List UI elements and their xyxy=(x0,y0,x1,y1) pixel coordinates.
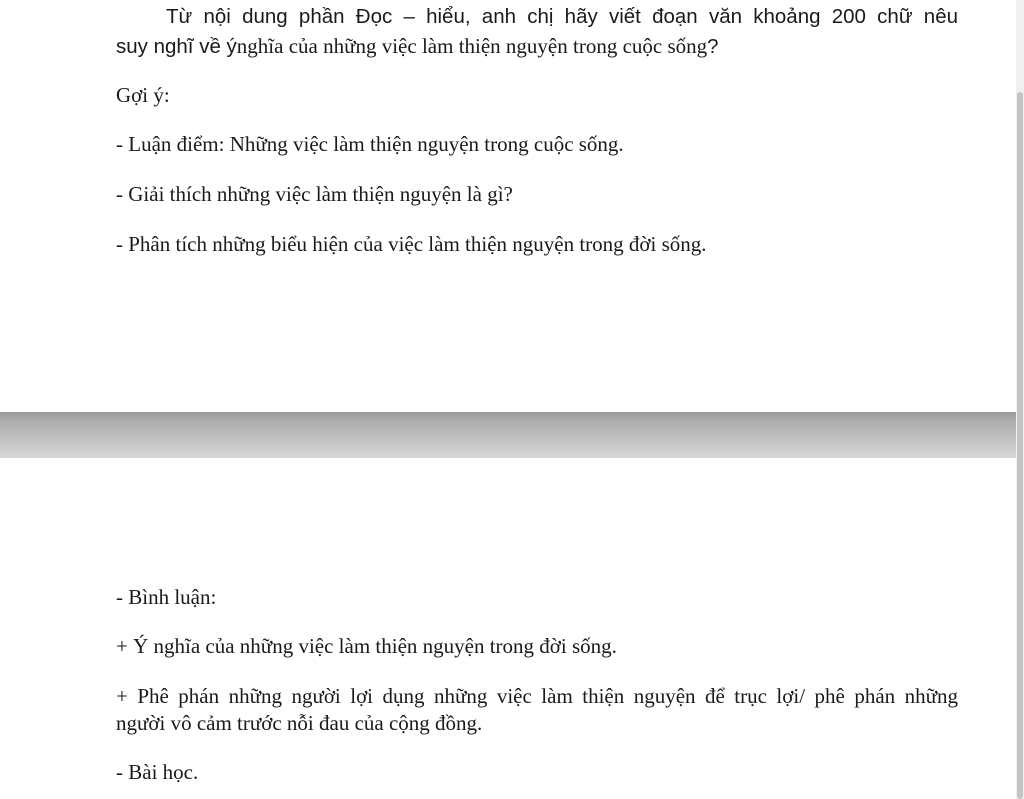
bullet-thesis: - Luận điểm: Những việc làm thiện nguyện trong cuộc sống. xyxy=(116,132,624,156)
bullet-analyze: - Phân tích những biểu hiện của việc làm thiện nguyện trong đời sống. xyxy=(116,232,707,256)
question-text-2b: nghĩa của những việc làm thiện nguyện trong cuộc sống xyxy=(236,34,708,58)
bullet-comment: - Bình luận: xyxy=(116,585,217,609)
vertical-scrollbar[interactable] xyxy=(1016,0,1024,799)
question-line-2 xyxy=(116,34,719,59)
plus-criticize-line-2: người vô cảm trước nỗi đau của cộng đồng. xyxy=(116,711,483,735)
bullet-explain: - Giải thích những việc làm thiện nguyện là gì? xyxy=(116,182,513,206)
question-text-1: Từ nội dung phần Đọc – hiểu, anh chị hãy viết đoạn văn khoảng 200 chữ nêu xyxy=(166,5,958,28)
bullet-lesson: - Bài học. xyxy=(116,760,199,784)
document-page-2 xyxy=(0,458,1016,799)
page-separator xyxy=(0,412,1024,458)
plus-criticize-text-1: + Phê phán những người lợi dụng những việc làm thiện nguyện để trục lợi/ phê phán những xyxy=(116,684,958,708)
plus-meaning: + Ý nghĩa của những việc làm thiện nguyện trong đời sống. xyxy=(116,634,617,658)
plus-criticize-line-1 xyxy=(116,684,958,709)
hint-label: Gợi ý: xyxy=(116,83,170,107)
question-mark: ? xyxy=(707,35,719,58)
question-text-2a: suy nghĩ về ý xyxy=(116,35,237,58)
question-line-1 xyxy=(166,5,958,29)
scrollbar-thumb[interactable] xyxy=(1017,92,1023,799)
